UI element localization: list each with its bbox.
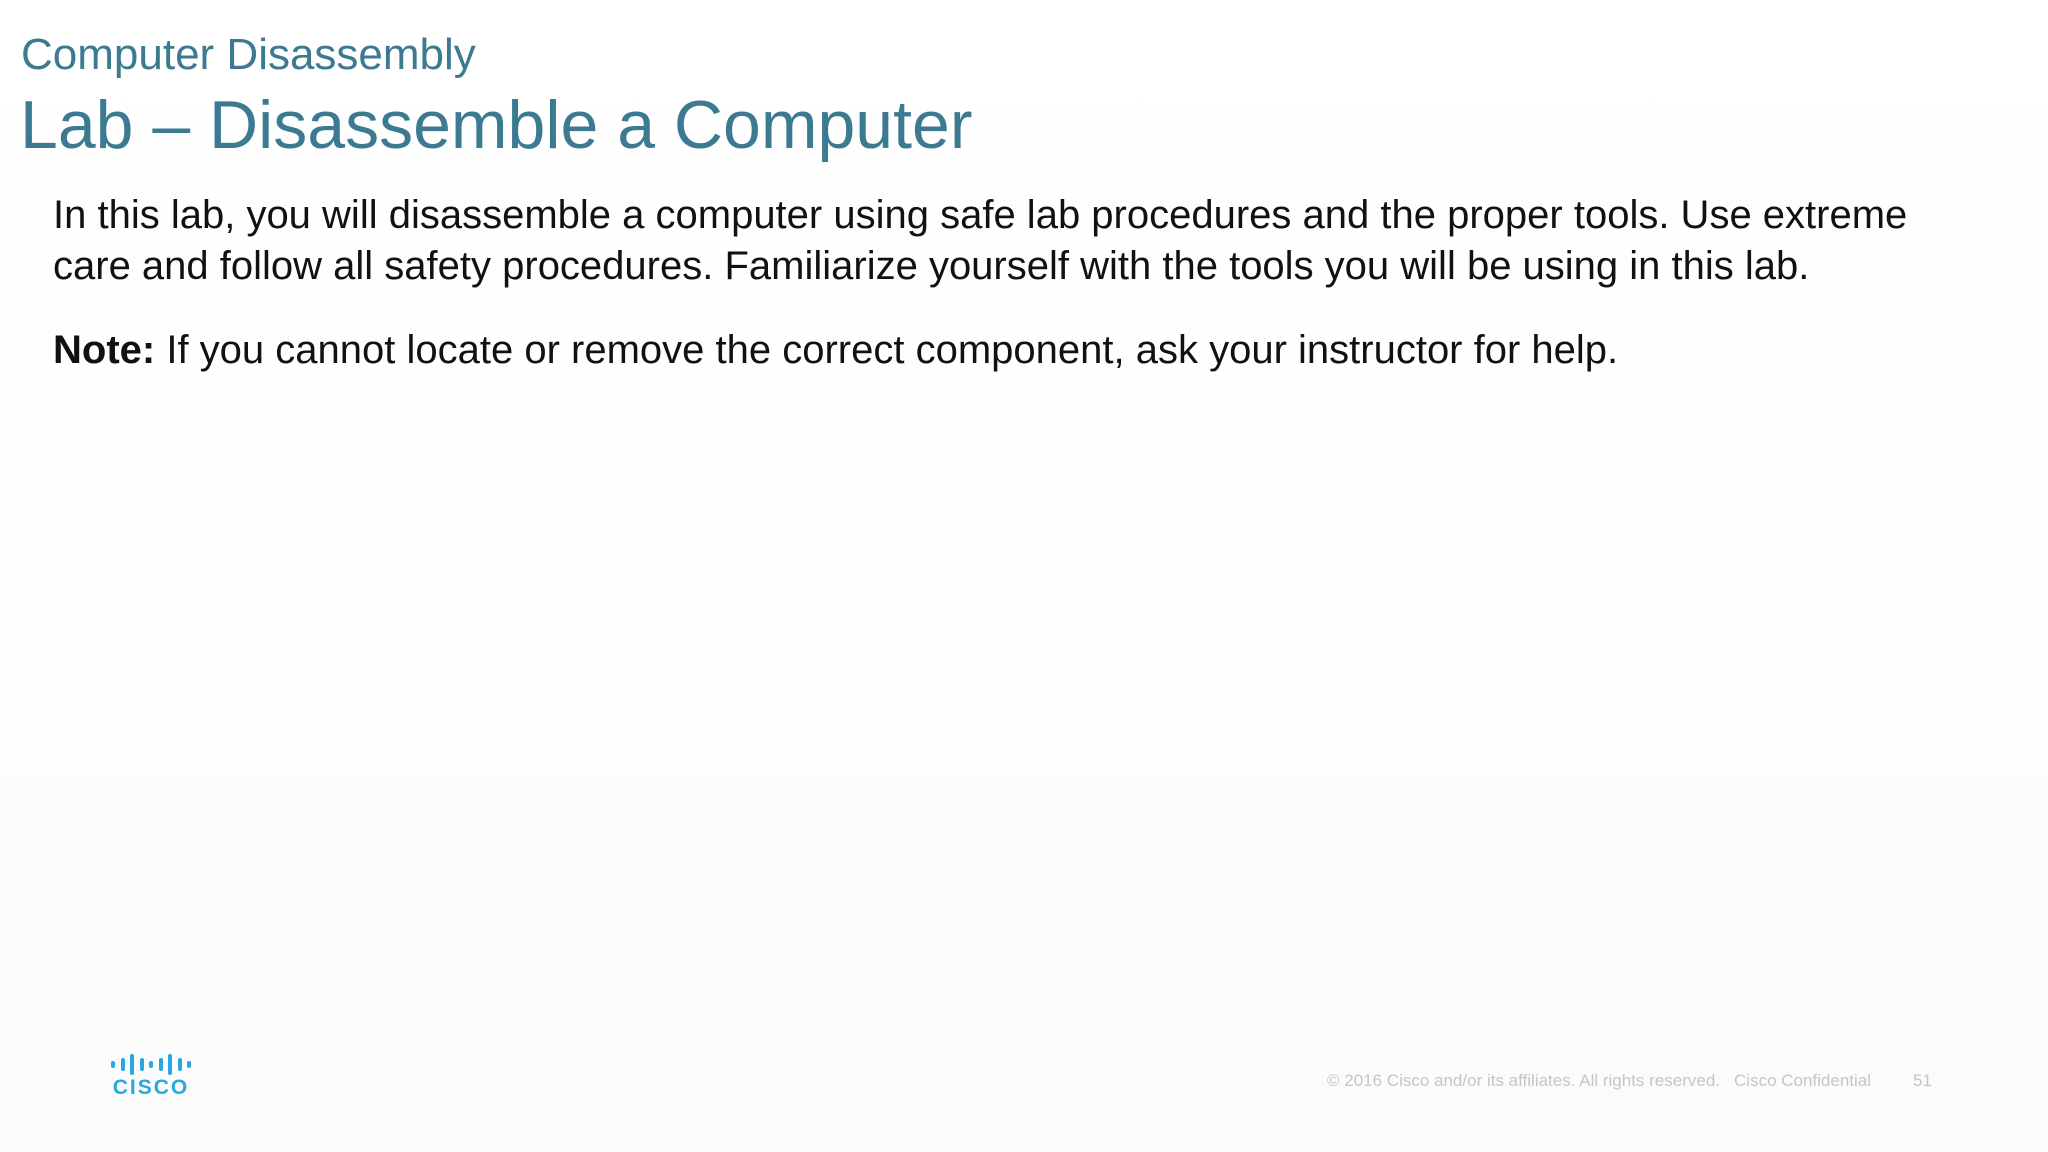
slide-content [53, 190, 1973, 376]
footer [1327, 1071, 1932, 1091]
cisco-logo [111, 1053, 191, 1098]
footer-confidential: Cisco Confidential [1734, 1071, 1872, 1090]
footer-copyright: © 2016 Cisco and/or its affiliates. All rights reserved. [1327, 1071, 1721, 1090]
note-text: If you cannot locate or remove the correct component, ask your instructor for help. [155, 328, 1619, 372]
section-title: Computer Disassembly [21, 30, 476, 79]
note-paragraph [53, 325, 1973, 376]
cisco-logo-text: CISCO [112, 1076, 190, 1099]
cisco-bars-icon [111, 1053, 191, 1076]
page-number: 51 [1913, 1071, 1932, 1090]
slide-title: Lab – Disassemble a Computer [20, 87, 973, 163]
body-paragraph: In this lab, you will disassemble a computer using safe lab procedures and the proper tools. Use extreme care and follow all safety procedures. Familiarize yourself with the tools you will be using in this lab. [53, 193, 1908, 288]
note-label: Note: [53, 328, 156, 372]
